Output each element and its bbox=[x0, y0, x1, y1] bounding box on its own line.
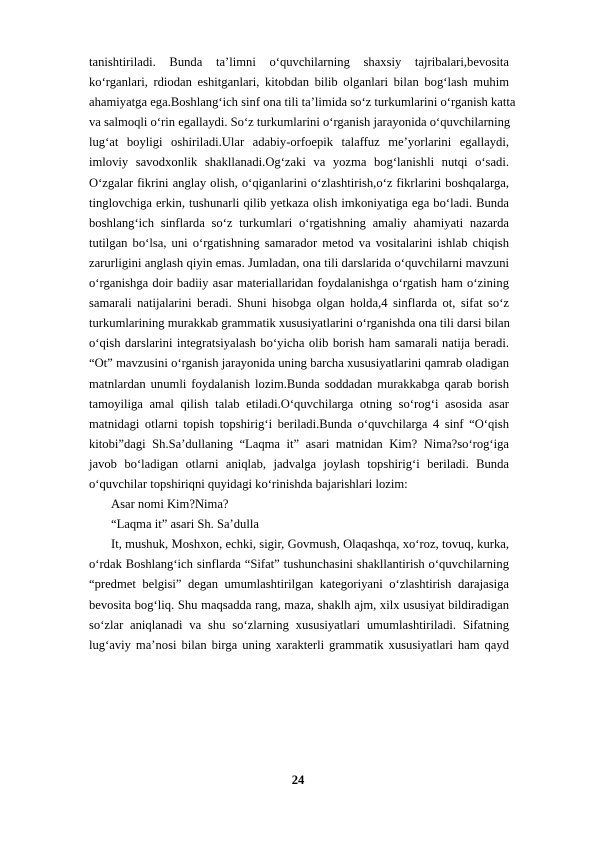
body-line: “predmet belgisi” degan umumlashtirilgan kategoriyani o‘zlashtirish darajasiga bbox=[89, 577, 509, 592]
table-row-line: “Laqma it” asari Sh. Sa’dulla bbox=[111, 517, 259, 532]
body-line: ko‘rganlari, rdiodan eshitganlari, kitobdan bilib olganlari bilan bog‘lash muhim bbox=[89, 75, 509, 90]
body-line: tanishtiriladi. Bunda ta’limni o‘quvchilarning shaxsiy tajribalari,bevosita bbox=[89, 55, 509, 69]
body-line: javob bo‘ladigan otlarni aniqlab, jadvalga joylash topshirig‘i beriladi. Bunda bbox=[89, 456, 509, 471]
body-line: o‘rganishga doir badiiy asar materiallaridan foydalanishga o‘rgatish ham o‘zining bbox=[89, 276, 509, 291]
body-line: o‘rdak Boshlang‘ich sinflarda “Sifat” tushunchasini shakllantirish o‘quvchilarning bbox=[89, 557, 509, 572]
body-line: o‘qish darslarini integratsiyalash bo‘yicha olib borish ham samarali natija beradi. bbox=[89, 336, 509, 351]
body-line: O‘zgalar fikrini anglay olish, o‘qiganlarini o‘zlashtirish,o‘z fikrlarini boshqalarga, bbox=[89, 175, 509, 190]
body-line: tutilgan bo‘lsa, uni o‘rgatishning samarador metod va vositalarini ishlab chiqish bbox=[89, 235, 509, 250]
body-line: kitobi”dagi Sh.Sa’dullaning “Laqma it” asari matnidan Kim? Nima?so‘rog‘iga bbox=[89, 436, 509, 451]
body-line: bevosita bog‘liq. Shu maqsadda rang, maza, shaklh ajm, xilx ususiyat bildiradigan bbox=[89, 597, 509, 612]
body-line: It, mushuk, Moshxon, echki, sigir, Govmush, Olaqashqa, xo‘roz, tovuq, kurka, bbox=[111, 537, 509, 552]
table-header-line: Asar nomi Kim?Nima? bbox=[111, 497, 229, 512]
body-line: lug‘at boyligi oshiriladi.Ular adabiy-orfoepik talaffuz me’yorlarini egallaydi, bbox=[89, 135, 509, 150]
body-line: lug‘aviy ma’nosi bilan birga uning xarakterli grammatik xususiyatlari ham qayd bbox=[89, 637, 509, 652]
body-line: tinglovchiga erkin, tushunarli qilib yetkaza olish imkoniyatiga ega bo‘ladi. Bunda bbox=[89, 195, 509, 210]
body-line: o‘quvchilar topshiriqni quyidagi ko‘rinishda bajarishlari lozim: bbox=[89, 476, 408, 491]
body-line: “Ot” mavzusini o‘rganish jarayonida uning barcha xususiyatlarini qamrab oladigan bbox=[89, 356, 509, 371]
body-line: samarali natijalarini beradi. Shuni hisobga olgan holda,4 sinflarda ot, sifat so‘z bbox=[89, 296, 509, 311]
body-line: matnlardan unumli foydalanish lozim.Bunda soddadan murakkabga qarab borish bbox=[89, 376, 509, 391]
page-number: 24 bbox=[291, 773, 305, 787]
body-line: boshlang‘ich sinflarda so‘z turkumlari o‘rgatishning amaliy ahamiyati nazarda bbox=[89, 215, 509, 230]
body-line: imloviy savodxonlik shakllanadi.Og‘zaki va yozma bog‘lanishli nutqi o‘sadi. bbox=[89, 155, 509, 170]
body-line: so‘zlar aniqlanadi va shu so‘zlarning xususiyatlari umumlashtiriladi. Sifatning bbox=[89, 617, 509, 632]
body-line: turkumlarining murakkab grammatik xususiyatlarini o‘rganishda ona tili darsi bilan bbox=[89, 316, 510, 331]
document-page bbox=[89, 52, 516, 655]
body-line: tamoyiliga amal qilish talab etiladi.O‘quvchilarga otning so‘rog‘i asosida asar bbox=[89, 396, 509, 411]
body-line: va salmoqli o‘rin egallaydi. So‘z turkumlarini o‘rganish jarayonida o‘quvchilarning bbox=[89, 115, 511, 130]
body-line: ahamiyatga ega.Boshlang‘ich sinf ona tili ta’limida so‘z turkumlarini o‘rganish katta bbox=[89, 95, 516, 110]
body-line: matnidagi otlarni topish topshirig‘i beriladi.Bunda o‘quvchilarga 4 sinf “O‘qish bbox=[89, 416, 509, 431]
body-line: zarurligini anglash qiyin emas. Jumladan, ona tili darslarida o‘quvchilarni mavzuni bbox=[89, 255, 509, 270]
